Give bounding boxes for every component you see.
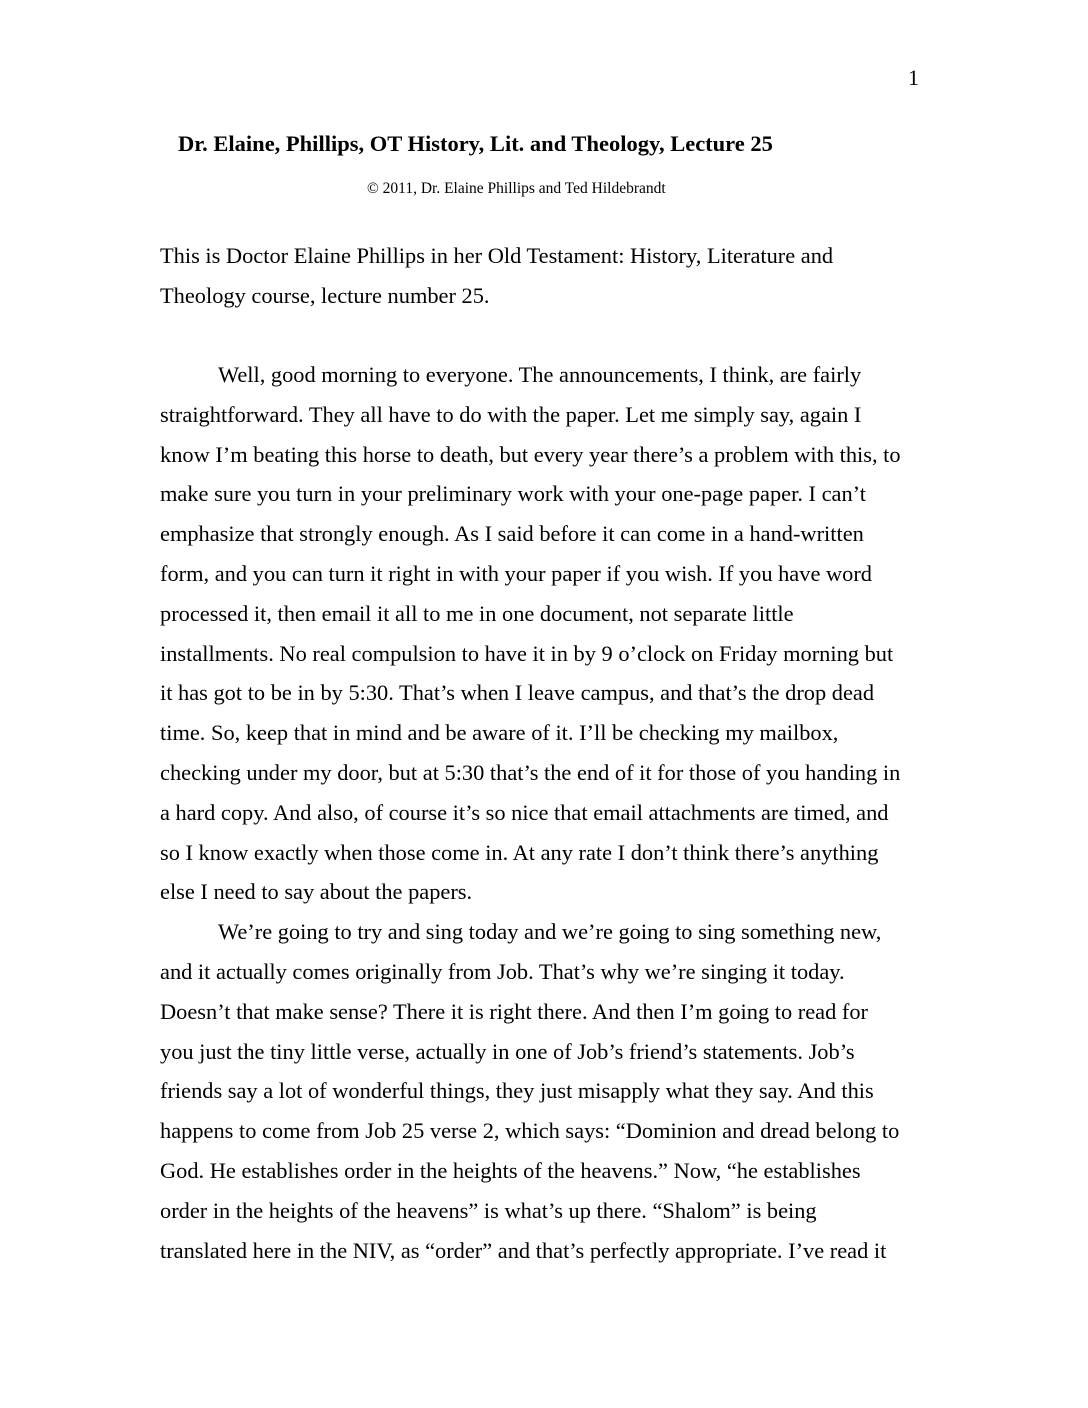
body-line: emphasize that strongly enough. As I said before it can come in a hand-written	[160, 521, 864, 547]
body-line: We’re going to try and sing today and we’re going to sing something new,	[218, 919, 882, 945]
copyright-line: © 2011, Dr. Elaine Phillips and Ted Hildebrandt	[367, 180, 666, 197]
body-line: it has got to be in by 5:30. That’s when I leave campus, and that’s the drop dead	[160, 680, 875, 706]
document-title: Dr. Elaine, Phillips, OT History, Lit. and Theology, Lecture 25	[178, 131, 773, 156]
body-line: happens to come from Job 25 verse 2, which says: “Dominion and dread belong to	[160, 1118, 900, 1144]
body-line: make sure you turn in your preliminary work with your one-page paper. I can’t	[160, 481, 866, 507]
body-line: a hard copy. And also, of course it’s so nice that email attachments are timed, and	[160, 799, 889, 825]
body-line: you just the tiny little verse, actually in one of Job’s friend’s statements. Job’s	[160, 1038, 855, 1064]
body-line: God. He establishes order in the heights of the heavens.” Now, “he establishes	[160, 1157, 861, 1183]
body-line: so I know exactly when those come in. At any rate I don’t think there’s anything	[160, 839, 879, 865]
intro-paragraph	[160, 236, 940, 316]
body-line: time. So, keep that in mind and be aware of it. I’ll be checking my mailbox,	[160, 720, 839, 746]
body-line: else I need to say about the papers.	[160, 879, 473, 905]
body-line: Doesn’t that make sense? There it is right there. And then I’m going to read for	[160, 998, 869, 1024]
intro-line: This is Doctor Elaine Phillips in her Old Testament: History, Literature and	[160, 243, 834, 268]
lecture-body	[160, 355, 940, 1270]
page-number: 1	[908, 65, 919, 90]
body-line: straightforward. They all have to do with the paper. Let me simply say, again I	[160, 401, 862, 427]
body-line: translated here in the NIV, as “order” and that’s perfectly appropriate. I’ve read it	[160, 1237, 887, 1263]
body-line: friends say a lot of wonderful things, they just misapply what they say. And this	[160, 1078, 874, 1104]
intro-line: Theology course, lecture number 25.	[160, 282, 490, 308]
body-line: processed it, then email it all to me in one document, not separate little	[160, 600, 794, 626]
body-line: checking under my door, but at 5:30 that’s the end of it for those of you handing in	[160, 759, 901, 785]
body-line: and it actually comes originally from Job. That’s why we’re singing it today.	[160, 958, 845, 984]
body-line: form, and you can turn it right in with your paper if you wish. If you have word	[160, 560, 872, 586]
body-line: installments. No real compulsion to have it in by 9 o’clock on Friday morning but	[160, 640, 894, 666]
body-line: know I’m beating this horse to death, but every year there’s a problem with this, to	[160, 441, 901, 467]
body-line: order in the heights of the heavens” is what’s up there. “Shalom” is being	[160, 1197, 817, 1223]
body-line: Well, good morning to everyone. The announcements, I think, are fairly	[218, 362, 862, 387]
